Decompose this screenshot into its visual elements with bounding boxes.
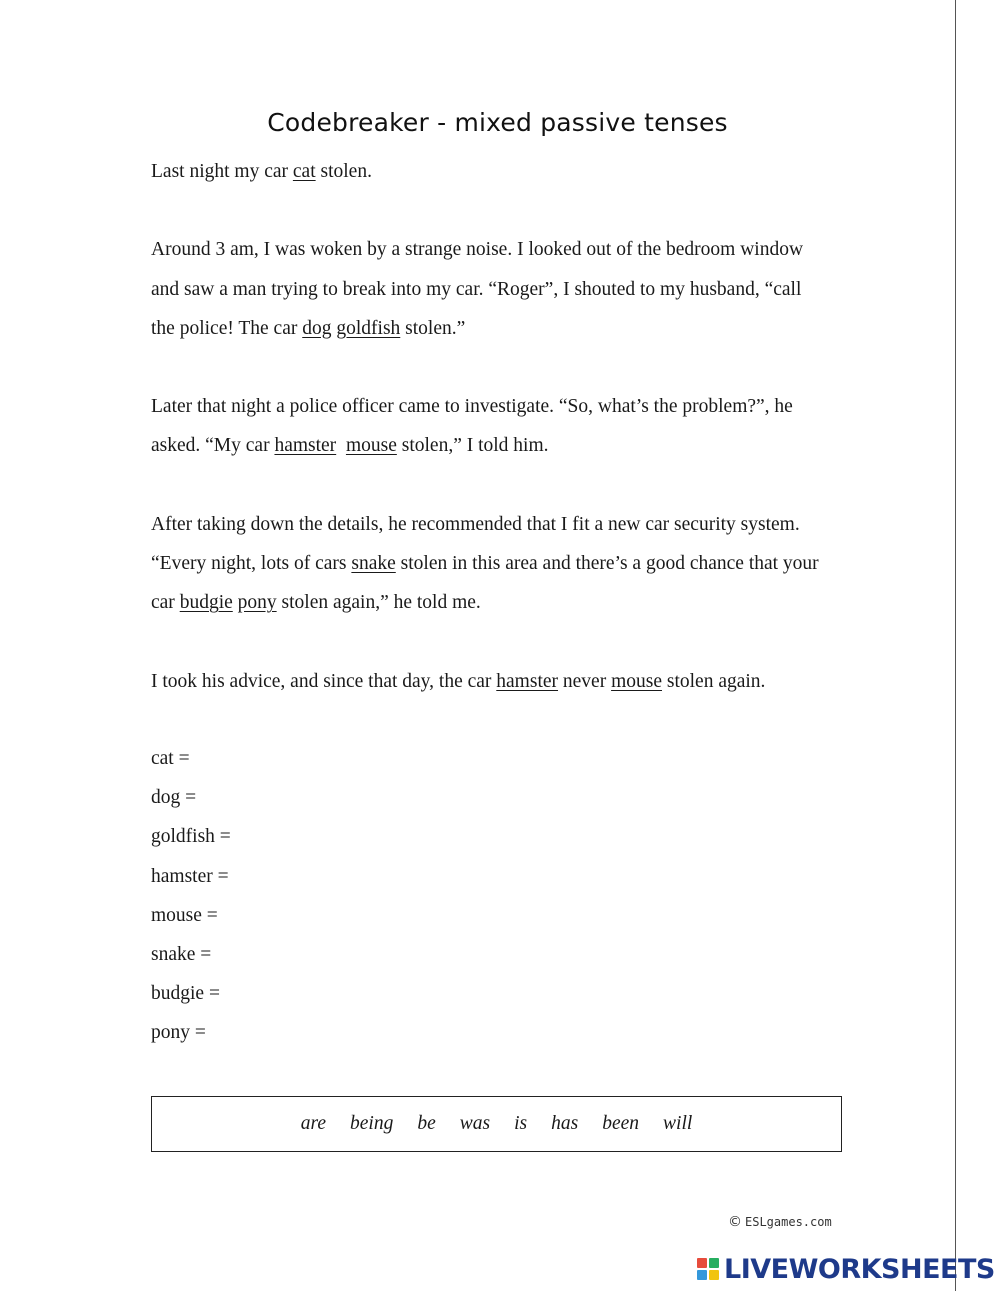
story-line: car budgie pony stolen again,” he told me. [151, 592, 481, 614]
story-text [151, 152, 851, 701]
word-bank-item: will [663, 1113, 693, 1134]
code-word: snake [351, 552, 396, 574]
story-line: I took his advice, and since that day, the car hamster never mouse stolen again. [151, 670, 766, 692]
story-line: and saw a man trying to break into my car. “Roger”, I shouted to my husband, “call [151, 278, 802, 300]
page-title: Codebreaker - mixed passive tenses [267, 108, 728, 137]
code-word: goldfish [336, 317, 401, 339]
liveworksheets-brand[interactable] [697, 1252, 995, 1286]
code-word: hamster [274, 435, 337, 457]
code-word: dog [302, 317, 332, 339]
copyright-text: ESLgames.com [745, 1215, 832, 1229]
word-bank-box [151, 1096, 842, 1152]
word-bank-item: has [551, 1113, 579, 1134]
code-word: budgie [179, 592, 233, 614]
key-item-snake: snake = [151, 944, 212, 966]
key-item-hamster: hamster = [151, 865, 229, 887]
copyright-icon: © [728, 1214, 742, 1230]
key-item-budgie: budgie = [151, 983, 220, 1005]
code-word: mouse [345, 435, 397, 457]
liveworksheets-logo-icon [697, 1258, 719, 1280]
key-item-pony: pony = [151, 1022, 206, 1044]
key-item-mouse: mouse = [151, 904, 218, 926]
word-bank-item: are [300, 1113, 326, 1134]
story-line: the police! The car dog goldfish stolen.” [151, 317, 466, 339]
word-bank-item: being [350, 1113, 394, 1134]
story-line: Last night my car cat stolen. [151, 161, 372, 182]
code-word: hamster [496, 670, 559, 692]
story-line: “Every night, lots of cars snake stolen in this area and there’s a good chance that your [151, 552, 819, 574]
brand-name: LIVEWORKSHEETS [724, 1253, 995, 1285]
story-line: asked. “My car hamster mouse stolen,” I told him. [151, 435, 549, 457]
story-line: Later that night a police officer came to investigate. “So, what’s the problem?”, he [151, 396, 793, 418]
key-item-goldfish: goldfish = [151, 826, 231, 848]
code-word: mouse [611, 670, 662, 692]
copyright-notice [728, 1214, 832, 1230]
story-line: Around 3 am, I was woken by a strange noise. I looked out of the bedroom window [151, 239, 804, 261]
code-word: pony [237, 592, 277, 614]
key-item-dog: dog = [151, 787, 197, 809]
word-bank-item: be [417, 1113, 436, 1134]
code-word: cat [292, 161, 316, 182]
word-bank-item: been [602, 1113, 640, 1134]
page-edge-line [955, 0, 956, 1291]
word-bank-item: was [459, 1113, 491, 1134]
key-item-cat: cat = [151, 748, 190, 769]
code-key-list [151, 739, 231, 1053]
word-bank-item: is [514, 1113, 528, 1134]
story-line: After taking down the details, he recommended that I fit a new car security system. [151, 513, 800, 535]
